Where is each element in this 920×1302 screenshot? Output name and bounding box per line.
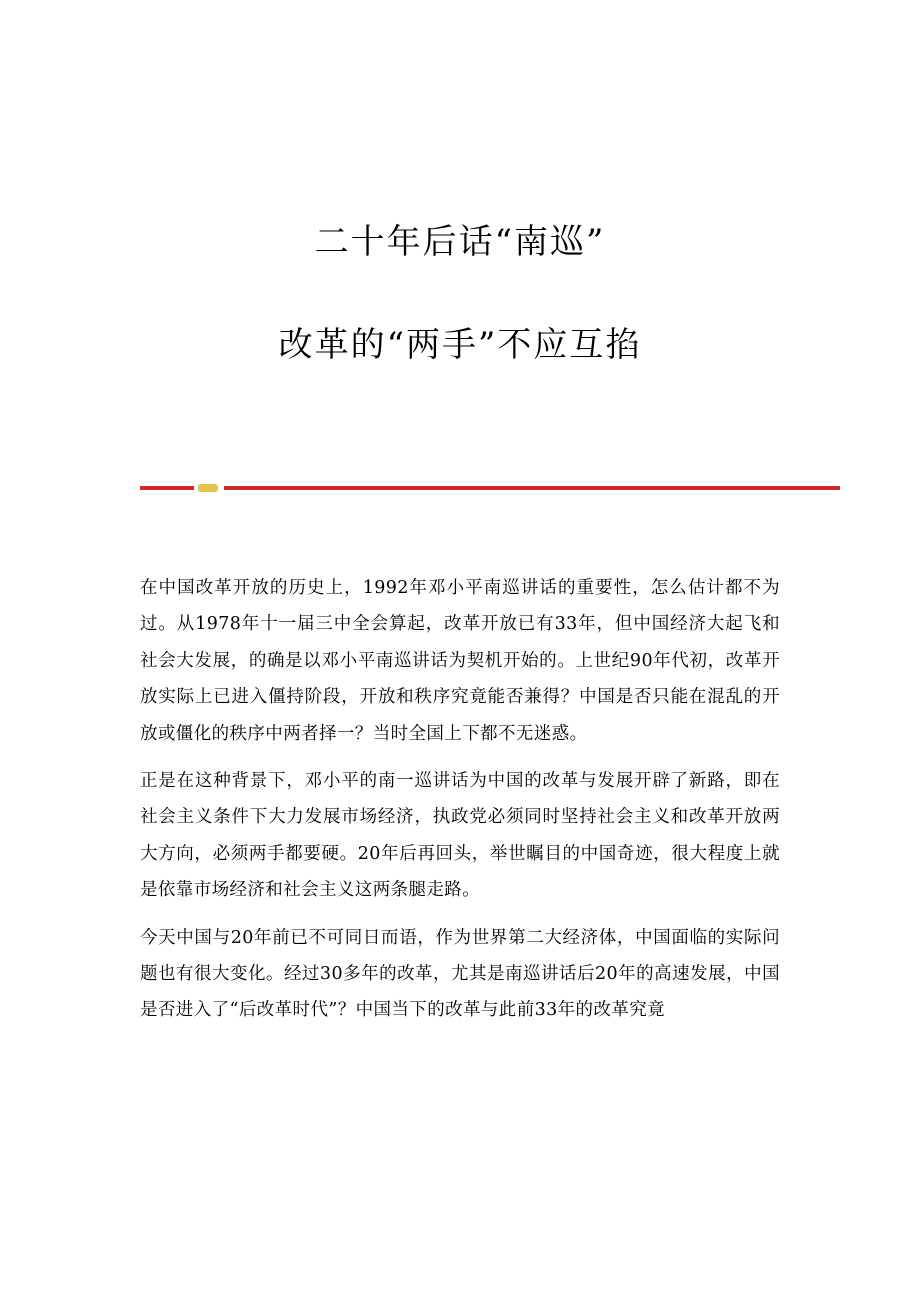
divider-bar-right <box>224 486 840 490</box>
title-divider <box>140 484 840 490</box>
divider-ornament-icon <box>198 484 218 492</box>
article-body <box>140 570 780 1040</box>
paragraph-1: 在中国改革开放的历史上，1992年邓小平南巡讲话的重要性，怎么估计都不为过。从1978年十一届三中全会算起，改革开放已有33年，但中国经济大起飞和社会大发展，的确是以邓小平南巡讲话为契机开始的。上世纪90年代初，改革开放实际上已进入僵持阶段，开放和秩序究竟能否兼得？中国是否只能在混乱的开放或僵化的秩序中两者择一？当时全国上下都不无迷惑。 <box>140 578 780 744</box>
paragraph-2: 正是在这种背景下，邓小平的南一巡讲话为中国的改革与发展开辟了新路，即在社会主义条件下大力发展市场经济，执政党必须同时坚持社会主义和改革开放两大方向，必须两手都要硬。20年后再回头，举世瞩目的中国奇迹，很大程度上就是依靠市场经济和社会主义这两条腿走路。 <box>140 771 780 901</box>
divider-bar-left <box>140 486 194 490</box>
paragraph-3: 今天中国与20年前已不可同日而语，作为世界第二大经济体，中国面临的实际问题也有很大变化。经过30多年的改革，尤其是南巡讲话后20年的高速发展，中国是否进入了“后改革时代”？中国当下的改革与此前33年的改革究竟 <box>140 927 780 1021</box>
document-title-line-2: 改革的“两手”不应互掐 <box>278 325 642 365</box>
document-title-line-1: 二十年后话“南巡” <box>314 222 606 262</box>
